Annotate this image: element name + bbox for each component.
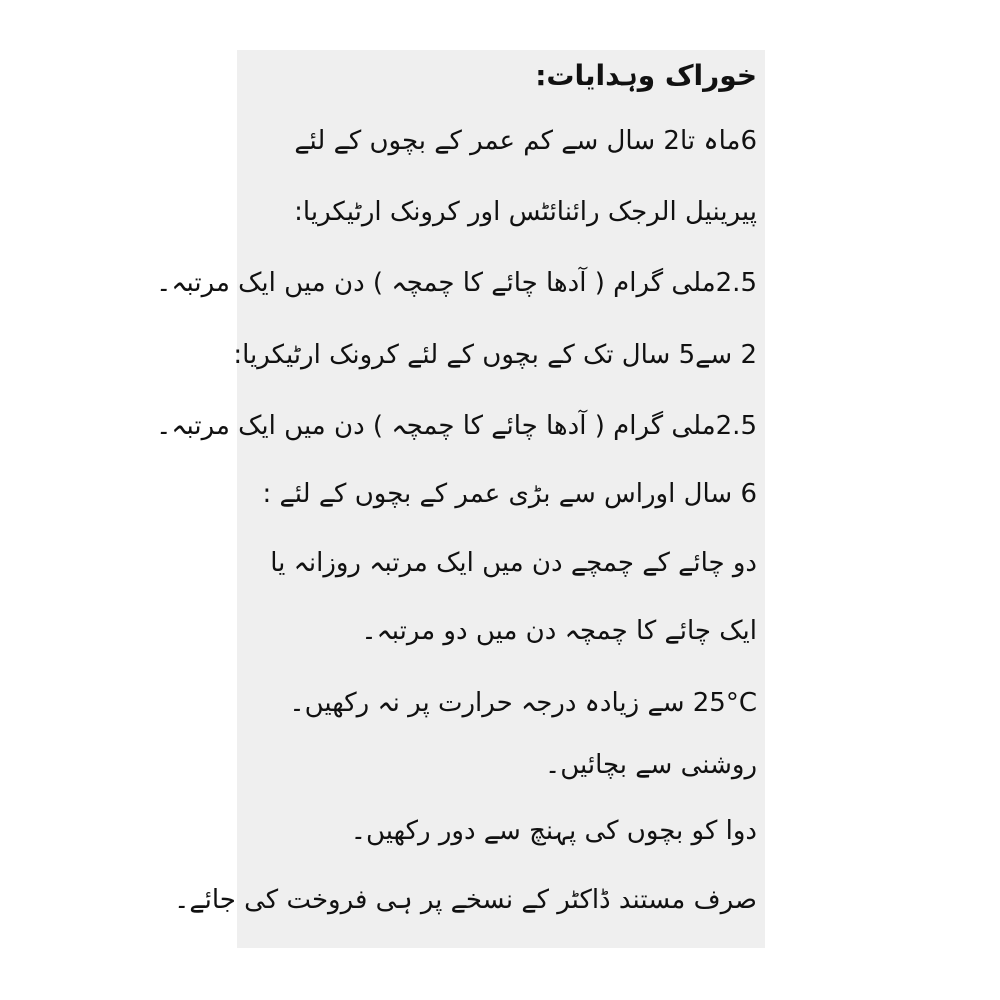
instruction-line: 6 سال اوراس سے بڑی عمر کے بچوں کے لئے : xyxy=(262,479,757,509)
instruction-line: 2.5ملی گرام ( آدھا چائے کا چمچہ ) دن میں ایک مرتبہ۔ xyxy=(156,268,757,298)
instruction-card xyxy=(156,50,765,948)
instruction-line: صرف مستند ڈاکٹر کے نسخے پر ہی فروخت کی جائے۔ xyxy=(174,885,757,915)
instruction-line: پیرینیل الرجک رائنائٹس اور کرونک ارٹیکریا: xyxy=(294,197,757,227)
instruction-line: 2 سے5 سال تک کے بچوں کے لئے کرونک ارٹیکریا: xyxy=(233,340,757,370)
instruction-line: 6ماہ تا2 سال سے کم عمر کے بچوں کے لئے xyxy=(294,126,757,156)
instruction-line: 25°C سے زیادہ درجہ حرارت پر نہ رکھیں۔ xyxy=(289,688,757,718)
instruction-line: دوا کو بچوں کی پہنچ سے دور رکھیں۔ xyxy=(350,816,757,846)
instruction-lines xyxy=(156,50,765,948)
dosage-title: خوراک وہدایات: xyxy=(535,59,757,92)
instruction-line: ایک چائے کا چمچہ دن میں دو مرتبہ۔ xyxy=(361,616,757,646)
instruction-line: روشنی سے بچائیں۔ xyxy=(544,750,757,780)
instruction-line: دو چائے کے چمچے دن میں ایک مرتبہ روزانہ یا xyxy=(270,548,757,578)
instruction-line: 2.5ملی گرام ( آدھا چائے کا چمچہ ) دن میں ایک مرتبہ۔ xyxy=(156,411,757,441)
